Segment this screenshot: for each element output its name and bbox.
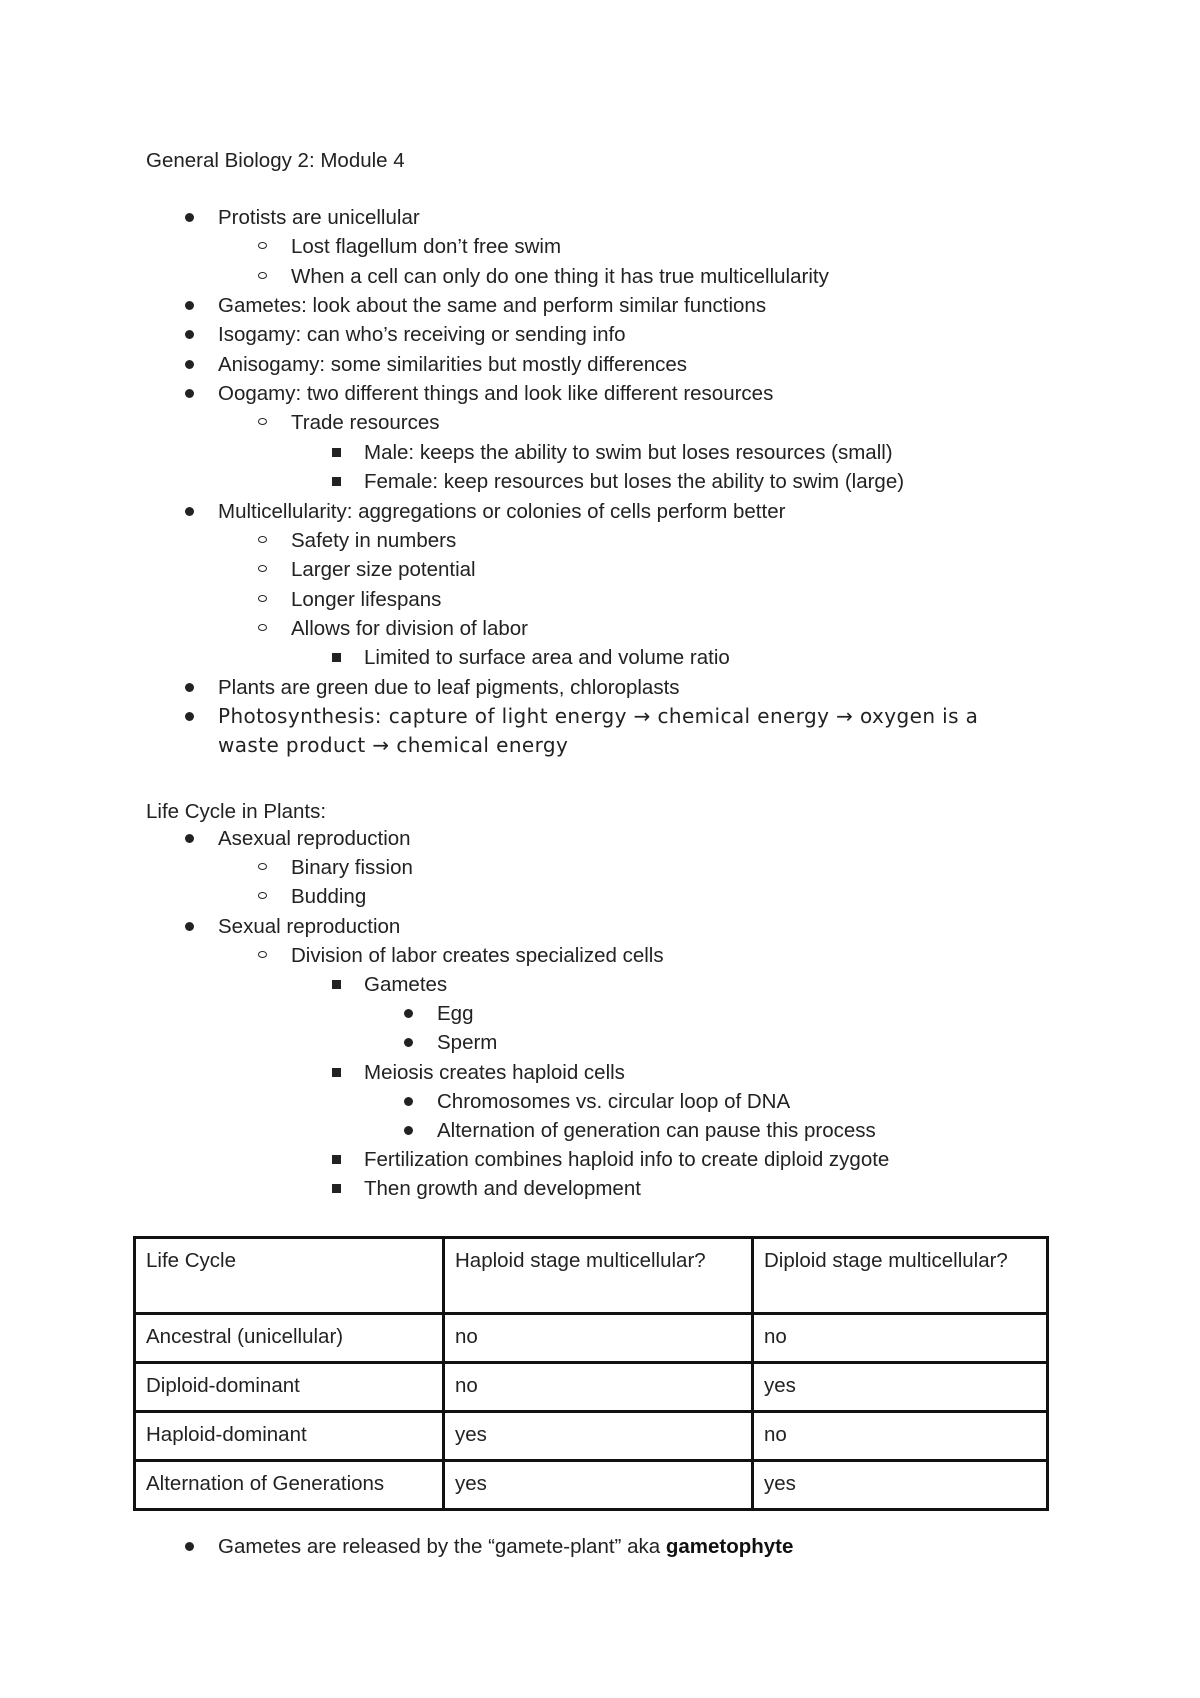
table-cell: no: [444, 1314, 753, 1363]
table-cell: yes: [444, 1412, 753, 1461]
bullet-circle-icon: [258, 624, 267, 631]
list-item: Binary fission: [291, 856, 413, 880]
bullet-circle-icon: [258, 272, 267, 279]
bullet-circle-icon: [258, 863, 267, 870]
bullet-dot-icon: [404, 1097, 413, 1106]
bullet-circle-icon: [258, 595, 267, 602]
bullet-dot-icon: [185, 834, 194, 843]
bullet-dot-icon: [185, 389, 194, 398]
list-item: Protists are unicellular: [218, 206, 420, 229]
list-item: Lost flagellum don’t free swim: [291, 235, 562, 259]
bullet-dot-icon: [185, 1542, 194, 1551]
final-note-text: Gametes are released by the “gamete-plant” aka: [218, 1535, 666, 1558]
list-item: Budding: [291, 885, 367, 909]
list-item: Meiosis creates haploid cells: [364, 1060, 625, 1084]
list-item: Limited to surface area and volume ratio: [364, 646, 730, 670]
table-cell: Alternation of Generations: [135, 1461, 444, 1510]
bullet-square-icon: [332, 477, 341, 486]
list-item: Female: keep resources but loses the ability to swim (large): [364, 470, 905, 494]
table-cell: no: [753, 1314, 1048, 1363]
bullet-dot-icon: [185, 922, 194, 931]
list-item: Isogamy: can who’s receiving or sending info: [218, 323, 626, 347]
bullet-dot-icon: [185, 683, 194, 692]
final-note-bold-term: gametophyte: [665, 1535, 794, 1558]
list-item: Male: keeps the ability to swim but loses resources (small): [364, 440, 893, 464]
table-row: [135, 1363, 1048, 1412]
table-cell: yes: [444, 1461, 753, 1510]
table-cell: Haploid-dominant: [135, 1412, 444, 1461]
table-cell: Diploid-dominant: [135, 1363, 444, 1412]
list-item: Trade resources: [291, 411, 440, 435]
list-item: Gametes: look about the same and perform similar functions: [218, 294, 767, 318]
list-item: Division of labor creates specialized cells: [291, 943, 664, 967]
list-item: Multicellularity: aggregations or colonies of cells perform better: [218, 499, 786, 523]
table-row: [135, 1461, 1048, 1510]
list-item: Sexual reproduction: [218, 914, 401, 938]
table-header-cell: Haploid stage multicellular?: [444, 1238, 753, 1314]
bullet-dot-icon: [185, 213, 194, 222]
bullet-circle-icon: [258, 892, 267, 899]
bullet-dot-icon: [404, 1126, 413, 1135]
list-item: waste product → chemical energy: [218, 733, 569, 758]
list-item: Alternation of generation can pause this process: [437, 1119, 876, 1142]
list-item: Longer lifespans: [291, 587, 442, 611]
bullet-square-icon: [332, 980, 341, 989]
list-item: Photosynthesis: capture of light energy → chemical energy → oxygen is a: [218, 703, 979, 728]
bullet-dot-icon: [185, 360, 194, 369]
list-item: Gametes: [364, 973, 448, 996]
table-header-cell: Life Cycle: [135, 1238, 444, 1314]
list-item: Oogamy: two different things and look like different resources: [218, 382, 774, 406]
table-row: [135, 1412, 1048, 1461]
list-item: Anisogamy: some similarities but mostly differences: [218, 352, 688, 376]
bullet-square-icon: [332, 1155, 341, 1164]
list-item: Safety in numbers: [291, 528, 457, 552]
final-note: [218, 1532, 793, 1562]
bullet-circle-icon: [258, 242, 267, 249]
bullet-circle-icon: [258, 565, 267, 572]
table-cell: no: [444, 1363, 753, 1412]
list-item: Larger size potential: [291, 558, 476, 582]
list-item: Chromosomes vs. circular loop of DNA: [437, 1089, 791, 1113]
bullet-circle-icon: [258, 951, 267, 958]
section-title-life-cycle: Life Cycle in Plants:: [146, 800, 327, 823]
bullet-dot-icon: [404, 1038, 413, 1047]
bullet-square-icon: [332, 1184, 341, 1193]
list-item: Plants are green due to leaf pigments, chloroplasts: [218, 675, 680, 699]
bullet-circle-icon: [258, 418, 267, 425]
list-item: Sperm: [437, 1031, 498, 1055]
bullet-square-icon: [332, 1068, 341, 1077]
list-item: Egg: [437, 1002, 474, 1026]
bullet-dot-icon: [185, 330, 194, 339]
bullet-dot-icon: [185, 712, 194, 721]
bullet-dot-icon: [404, 1009, 413, 1018]
bullet-square-icon: [332, 448, 341, 457]
table-header-cell: Diploid stage multicellular?: [753, 1238, 1048, 1314]
table-cell: yes: [753, 1363, 1048, 1412]
bullet-circle-icon: [258, 536, 267, 543]
list-item: Allows for division of labor: [291, 616, 528, 640]
table-row: [135, 1314, 1048, 1363]
life-cycle-table: [133, 1236, 1049, 1511]
list-item: Fertilization combines haploid info to create diploid zygote: [364, 1148, 890, 1172]
table-cell: Ancestral (unicellular): [135, 1314, 444, 1363]
list-item: Asexual reproduction: [218, 827, 411, 850]
bullet-dot-icon: [185, 507, 194, 516]
bullet-dot-icon: [185, 301, 194, 310]
list-item: Then growth and development: [364, 1177, 641, 1201]
table-cell: no: [753, 1412, 1048, 1461]
table-cell: yes: [753, 1461, 1048, 1510]
table-header-row: [135, 1238, 1048, 1314]
list-item: When a cell can only do one thing it has true multicellularity: [291, 264, 829, 288]
bullet-square-icon: [332, 653, 341, 662]
document-title: General Biology 2: Module 4: [146, 149, 405, 172]
